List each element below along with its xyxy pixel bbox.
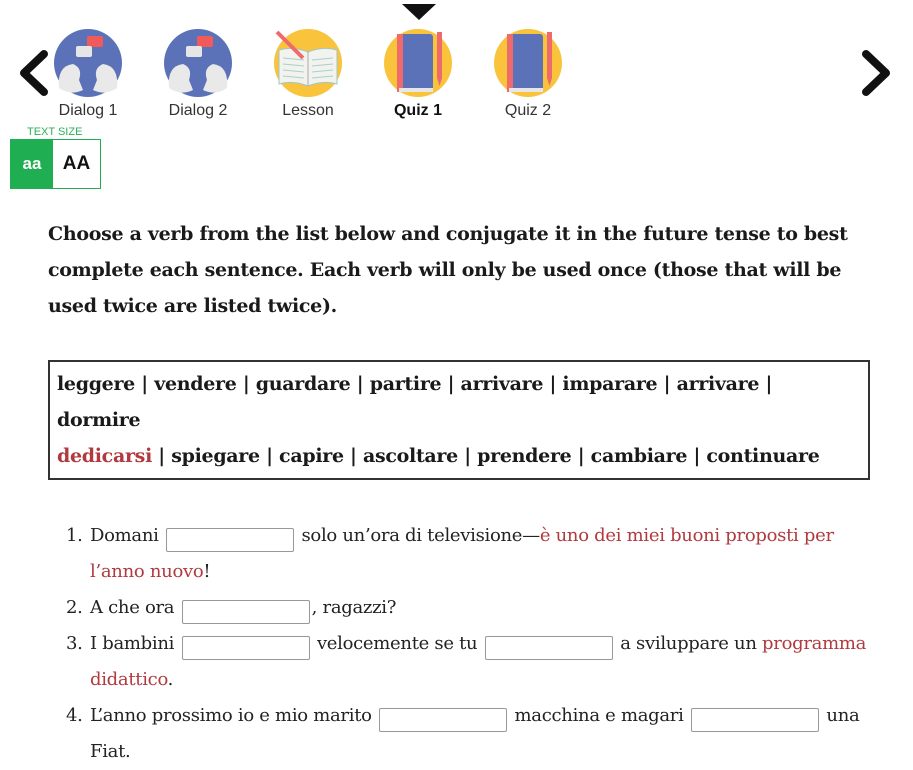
question-item-2 bbox=[66, 590, 886, 626]
question-text: macchina e magari bbox=[514, 705, 684, 726]
nav-item-label: Lesson bbox=[282, 102, 334, 119]
lesson-navigation bbox=[0, 0, 913, 125]
answer-input-3a[interactable] bbox=[182, 636, 310, 660]
open-book-icon bbox=[273, 28, 343, 98]
question-item-1 bbox=[66, 518, 886, 590]
notebook-pencil-icon bbox=[383, 28, 453, 98]
question-highlight: è uno dei miei buoni proposti per l’anno nuovo bbox=[90, 525, 834, 582]
nav-item-label: Dialog 1 bbox=[58, 102, 118, 119]
question-number: 2. bbox=[66, 597, 83, 618]
text-size-toggle bbox=[10, 139, 101, 189]
verb-list-line-1: leggere | vendere | guardare | partire | arrivare | imparare | arrivare | dormire bbox=[57, 373, 773, 431]
answer-input-2a[interactable] bbox=[182, 600, 310, 624]
active-indicator-arrow bbox=[402, 4, 436, 20]
notebook-pencil-icon bbox=[493, 28, 563, 98]
chevron-right-icon bbox=[856, 48, 896, 98]
verb-list-line-2 bbox=[57, 438, 861, 474]
text-size-label: TEXT SIZE bbox=[27, 126, 83, 138]
question-number: 4. bbox=[66, 705, 83, 726]
verb-list bbox=[48, 360, 870, 480]
question-text: , ragazzi? bbox=[311, 597, 397, 618]
nav-item-lesson[interactable] bbox=[263, 28, 353, 120]
question-text: A che ora bbox=[90, 597, 175, 618]
answer-input-4b[interactable] bbox=[691, 708, 819, 732]
dialog-people-icon bbox=[163, 28, 233, 98]
verb-highlighted: dedicarsi bbox=[57, 445, 152, 467]
nav-item-label: Quiz 2 bbox=[504, 102, 552, 119]
nav-item-quiz-2[interactable] bbox=[483, 28, 573, 120]
nav-item-label: Quiz 1 bbox=[393, 102, 442, 119]
question-text: a sviluppare un bbox=[620, 633, 757, 654]
question-list bbox=[66, 518, 886, 770]
nav-item-quiz-1[interactable] bbox=[373, 28, 463, 120]
question-text: Domani bbox=[90, 525, 159, 546]
answer-input-4a[interactable] bbox=[379, 708, 507, 732]
instructions: Choose a verb from the list below and conjugate it in the future tense to best complete each sentence. Each verb will only be used once (those that will be used twice are listed twice). bbox=[48, 223, 848, 317]
nav-item-dialog-1[interactable] bbox=[43, 28, 133, 120]
question-text: una Fiat. bbox=[90, 705, 860, 762]
nav-item-label: Dialog 2 bbox=[168, 102, 228, 119]
question-item-3 bbox=[66, 626, 886, 698]
question-highlight: programma didattico bbox=[90, 633, 867, 690]
nav-item-dialog-2[interactable] bbox=[153, 28, 243, 120]
next-button[interactable] bbox=[856, 48, 896, 98]
verb-list-line-2-rest: | spiegare | capire | ascoltare | prendere | cambiare | continuare bbox=[151, 445, 820, 467]
question-text: velocemente se tu bbox=[316, 633, 478, 654]
question-text: solo un’ora di televisione— bbox=[301, 525, 540, 546]
dialog-people-icon bbox=[53, 28, 123, 98]
question-number: 1. bbox=[66, 525, 83, 546]
answer-input-1a[interactable] bbox=[166, 528, 294, 552]
question-text: L’anno prossimo io e mio marito bbox=[90, 705, 372, 726]
question-item-4 bbox=[66, 698, 886, 770]
question-text: I bambini bbox=[90, 633, 175, 654]
text-size-small-button[interactable]: aa bbox=[11, 140, 53, 188]
question-number: 3. bbox=[66, 633, 83, 654]
text-size-large-button[interactable]: AA bbox=[53, 140, 100, 188]
question-text: ! bbox=[203, 561, 211, 582]
answer-input-3b[interactable] bbox=[485, 636, 613, 660]
question-text: . bbox=[167, 669, 174, 690]
